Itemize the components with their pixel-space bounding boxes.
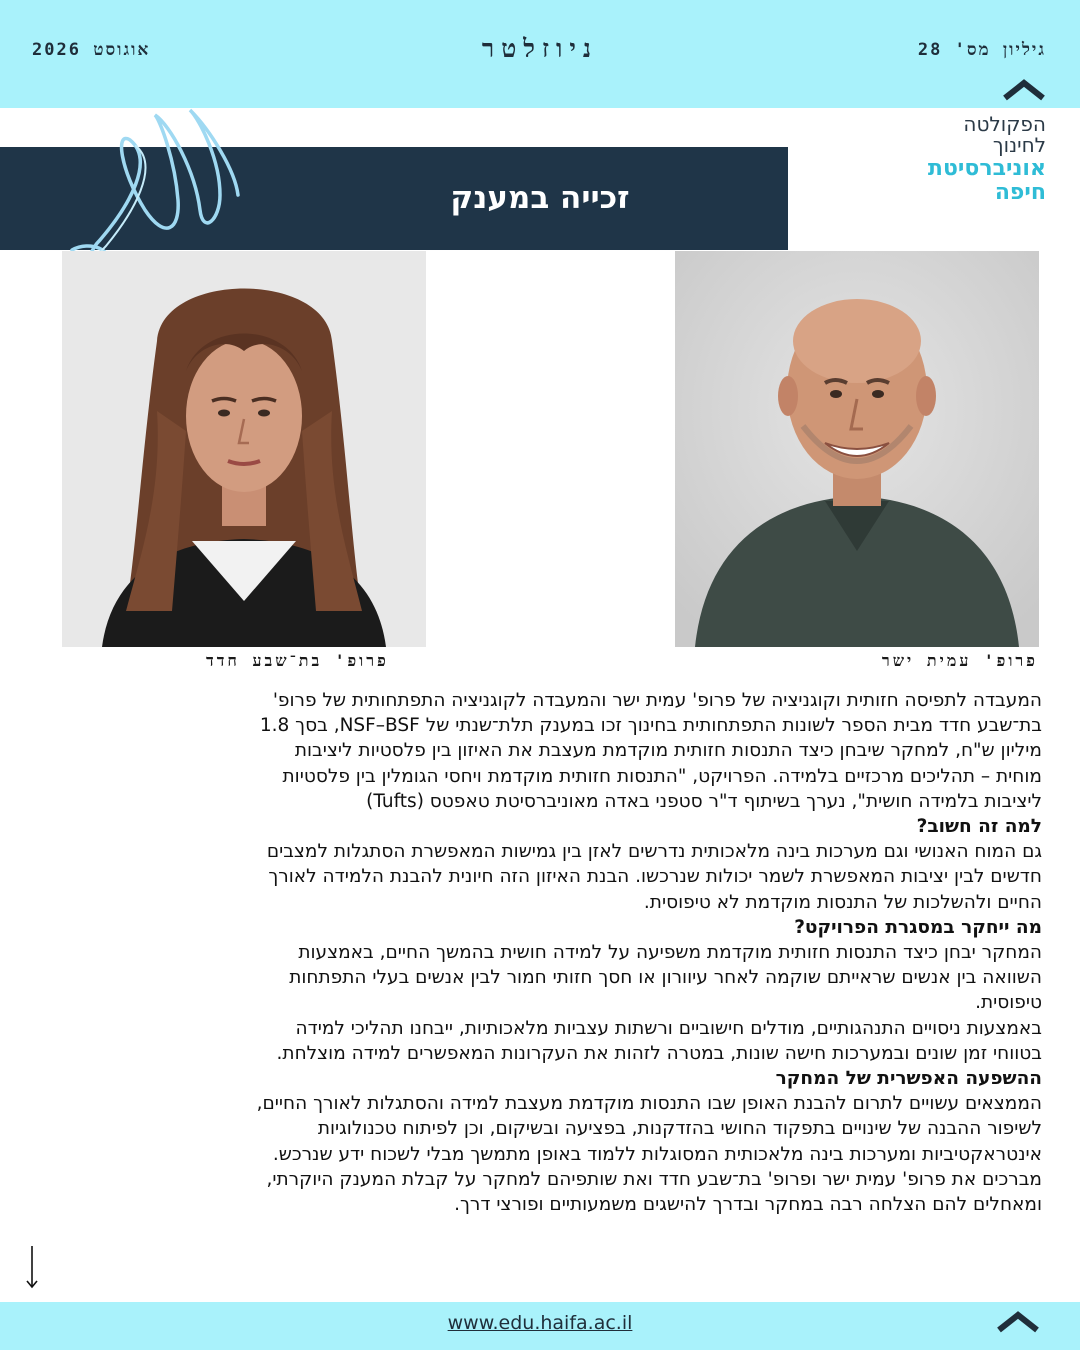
body-line: ומאחלים להם הצלחה רבה במחקר ובדרך להישגים משמעותיים ופורצי דרך. bbox=[454, 1194, 1042, 1216]
body-line: בטווחי זמן שונים ובמערכות חישה שונות, במטרה לזהות את העקרונות המאפשרים למידה מוצלחת. bbox=[276, 1042, 1042, 1064]
issue-number: גיליון מס' 28 bbox=[917, 40, 1046, 60]
body-line: הממצאים עשויים לתרום להבנת האופן שבו התנסות מוקדמת מעצבת למידה והסתגלות לאורך החיים, bbox=[256, 1093, 1042, 1115]
chevron-up-icon[interactable] bbox=[996, 1308, 1040, 1334]
portrait-batsheva-hadad bbox=[62, 251, 426, 647]
body-line: לשיפור ההבנה של שינויים בתפקוד החושי בהזדקנות, בפציעה ובשיקום, וכן לפיתוח טכנולוגיות bbox=[317, 1118, 1042, 1140]
body-line: באמצעות ניסויים התנהגותיים, מודלים חישוביים ורשתות עצביות מלאכותיות, ייבחנו תהליכי למידה bbox=[295, 1017, 1042, 1039]
article-body bbox=[60, 688, 1042, 1217]
body-line: החיים ולהשלכות של התנסות מוקדמת לא טיפוסית. bbox=[643, 891, 1042, 913]
newsletter-title: ניוזלטר bbox=[481, 34, 599, 63]
body-line: השוואה בין אנשים שראייתם שוקמה לאחר עיוורון או חסך חזותי חמור לבין אנשים בעלי התפתחות bbox=[289, 967, 1042, 989]
body-line: חדשים לבין יציבות המאפשרת לשמר יכולות שנרכשו. הבנת האיזון הזה חיונית להבנת הלמידה לאורך bbox=[268, 866, 1042, 888]
body-line: טיפוסית. bbox=[975, 992, 1042, 1014]
body-line: מיליון ש"ח, למחקר שיבחן כיצד התנסות חזותית מוקדמת מעצבת את האיזון בין פלסטיות ליציבות bbox=[294, 740, 1042, 762]
body-line: ליציבות בלמידה חושית", נערך בשיתוף ד"ר סטפני באדה מאוניברסיטת טאפטס (Tufts) bbox=[366, 790, 1042, 812]
section-heading: מה ייחקר במסגרת הפרויקט? bbox=[794, 916, 1042, 938]
section-heading: למה זה חשוב? bbox=[916, 816, 1042, 838]
logo-univ-line1: אוניברסיטת bbox=[927, 156, 1046, 181]
logo-faculty-line1: הפקולטה bbox=[963, 112, 1046, 136]
portrait-amit-yeshurun bbox=[675, 251, 1039, 647]
body-line: מוחית – תהליכים מרכזיים בלמידה. הפרויקט, "התנסות חזותית מוקדמת ויחסי הגומלין בין פלסטיות bbox=[282, 765, 1042, 787]
issue-date: אוגוסט 2026 bbox=[32, 40, 151, 60]
body-line: בת־שבע חדד מבית הספר לשונות התפתחותית בחינוך זכו במענק תלת־שנתי של NSF–BSF, בסך 1.8 bbox=[259, 715, 1042, 737]
body-line: גם המוח האנושי וגם מערכות בינה מלאכותית נדרשים לאזן בין גמישות המאפשרת הסתגלות למצבים bbox=[266, 841, 1042, 863]
logo-univ-line2: חיפה bbox=[994, 180, 1046, 205]
website-link[interactable]: www.edu.haifa.ac.il bbox=[447, 1312, 633, 1334]
body-line: מברכים את פרופ' עמית ישר ופרופ' בת־שבע חדד ואת שותפיהם למחקר על קבלת המענק היוקרתי, bbox=[266, 1168, 1042, 1190]
caption-amit-yeshurun: פרופ' עמית ישר bbox=[881, 651, 1038, 670]
body-line: אינטראקטיביות ומערכות בינה מלאכותית המסוגלות ללמוד באופן מתמשך מבלי לשכוח ידע שנרכש. bbox=[272, 1143, 1042, 1165]
arrow-down-icon[interactable] bbox=[24, 1244, 40, 1290]
section-heading: ההשפעה האפשרית של המחקר bbox=[775, 1068, 1042, 1090]
body-line: המחקר יבחן כיצד התנסות חזותית מוקדמת משפיעה על למידה חושית בהמשך החיים, באמצעות bbox=[298, 942, 1042, 964]
chevron-up-icon[interactable] bbox=[1002, 76, 1046, 102]
body-line: המעבדה לתפיסה חזותית וקוגניציה של פרופ' עמית ישר והמעבדה לקוגניציה התפתחותית של פרופ' bbox=[272, 690, 1042, 711]
caption-batsheva-hadad: פרופ' בת־שבע חדד bbox=[206, 651, 389, 670]
logo-faculty-line2: לחינוך bbox=[992, 133, 1046, 157]
page-title: זכייה במענק bbox=[450, 180, 630, 216]
